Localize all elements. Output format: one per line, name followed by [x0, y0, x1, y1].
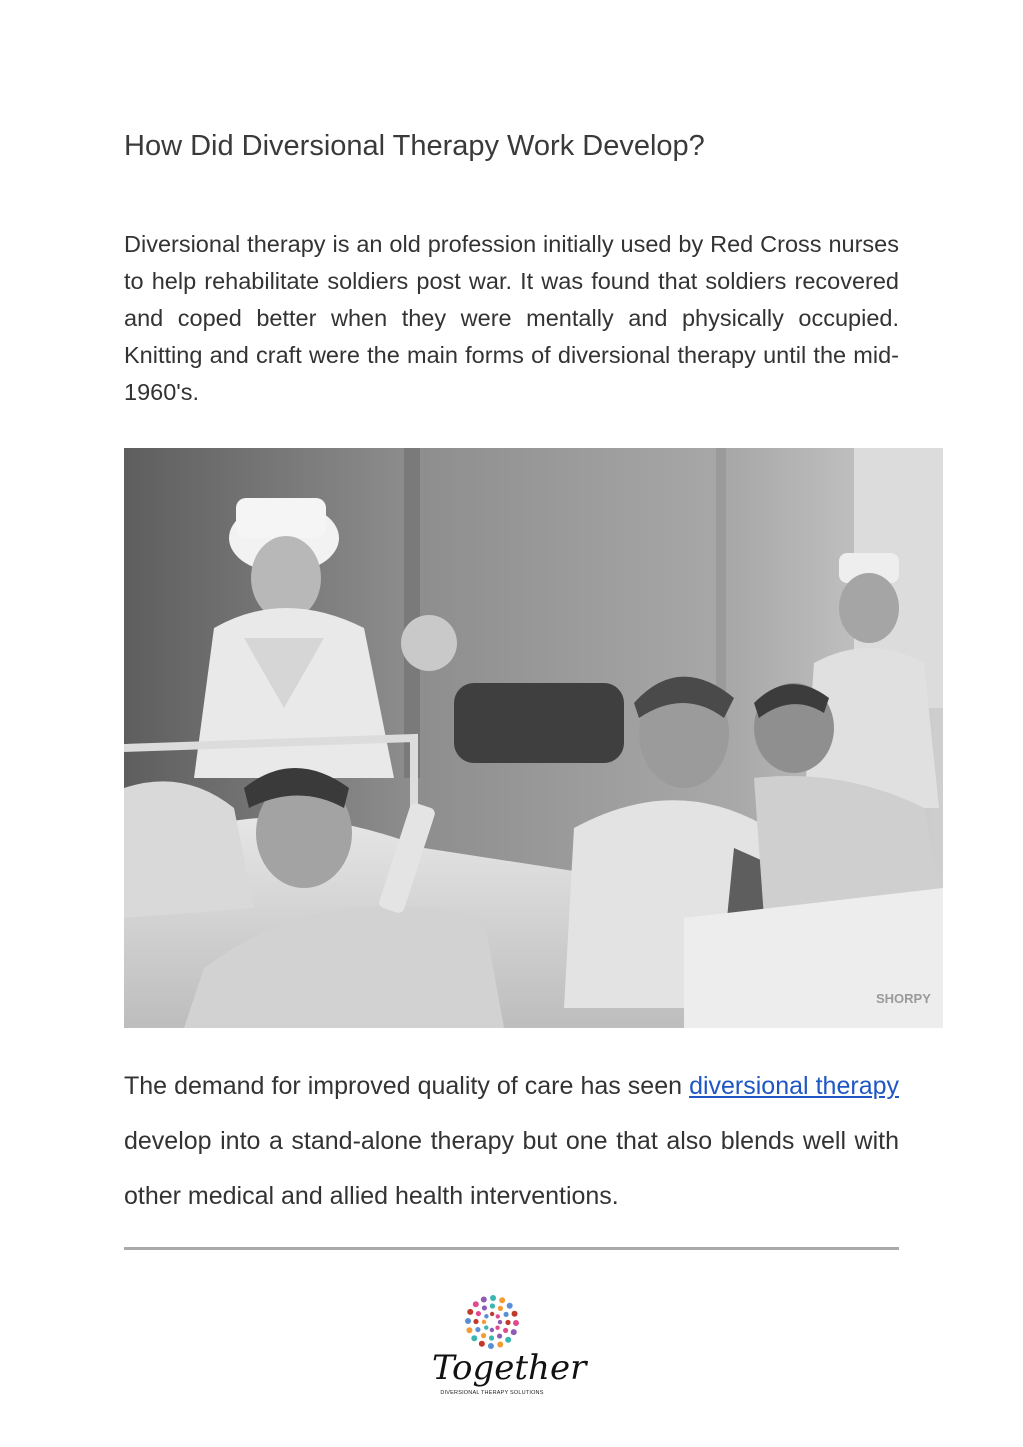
burst-dot — [490, 1303, 495, 1308]
burst-dot — [467, 1309, 473, 1315]
burst-icon — [432, 1290, 552, 1350]
body-text-after: develop into a stand-alone therapy but one that also blends well with other medical and allied health interventions. — [124, 1127, 899, 1210]
together-logo — [432, 1290, 587, 1420]
burst-dot — [484, 1314, 488, 1318]
burst-dot — [499, 1297, 505, 1303]
burst-dot — [466, 1327, 472, 1333]
body-paragraph — [124, 1059, 899, 1224]
burst-dot — [490, 1295, 496, 1301]
burst-dot — [498, 1320, 502, 1324]
burst-dot — [481, 1333, 486, 1338]
burst-dot — [482, 1320, 486, 1324]
burst-dot — [498, 1306, 503, 1311]
burst-dot — [495, 1326, 499, 1330]
burst-dot — [476, 1311, 481, 1316]
footer-divider — [124, 1247, 899, 1250]
photo-watermark: SHORPY — [876, 991, 931, 1006]
intro-paragraph: Diversional therapy is an old profession initially used by Red Cross nurses to help rehabilitate soldiers post war. It was found that soldiers recovered and coped better when they were mentally and physically occupied. Knitting and craft were the main forms of diversional therapy until the mid-1960's. — [124, 231, 899, 405]
burst-dot — [471, 1335, 477, 1341]
burst-dot — [503, 1328, 508, 1333]
body-text-before: The demand for improved quality of care has seen — [124, 1072, 690, 1100]
burst-dot — [505, 1337, 511, 1343]
burst-dot — [497, 1333, 502, 1338]
logo-wordmark: Together — [432, 1348, 587, 1388]
burst-dot — [513, 1320, 519, 1326]
burst-dot — [481, 1296, 487, 1302]
burst-dot — [475, 1327, 480, 1332]
burst-dot — [473, 1301, 479, 1307]
burst-dot — [465, 1318, 471, 1324]
burst-dot — [505, 1320, 510, 1325]
burst-dot — [503, 1312, 508, 1317]
page-title: How Did Diversional Therapy Work Develop? — [124, 130, 705, 162]
logo-tagline: DIVERSIONAL THERAPY SOLUTIONS — [440, 1390, 544, 1396]
burst-dot — [507, 1303, 513, 1309]
burst-dot — [479, 1341, 485, 1347]
historic-photo — [124, 448, 943, 1028]
burst-dot — [473, 1319, 478, 1324]
photo-illustration — [124, 448, 943, 1028]
burst-dot — [490, 1328, 494, 1332]
burst-dot — [484, 1325, 488, 1329]
burst-dot — [497, 1342, 503, 1348]
burst-dot — [489, 1335, 494, 1340]
diversional-therapy-link[interactable]: diversional therapy — [689, 1072, 899, 1100]
burst-dot — [490, 1312, 494, 1316]
burst-dot — [496, 1314, 500, 1318]
burst-dot — [511, 1329, 517, 1335]
burst-dot — [482, 1305, 487, 1310]
burst-dot — [512, 1311, 518, 1317]
